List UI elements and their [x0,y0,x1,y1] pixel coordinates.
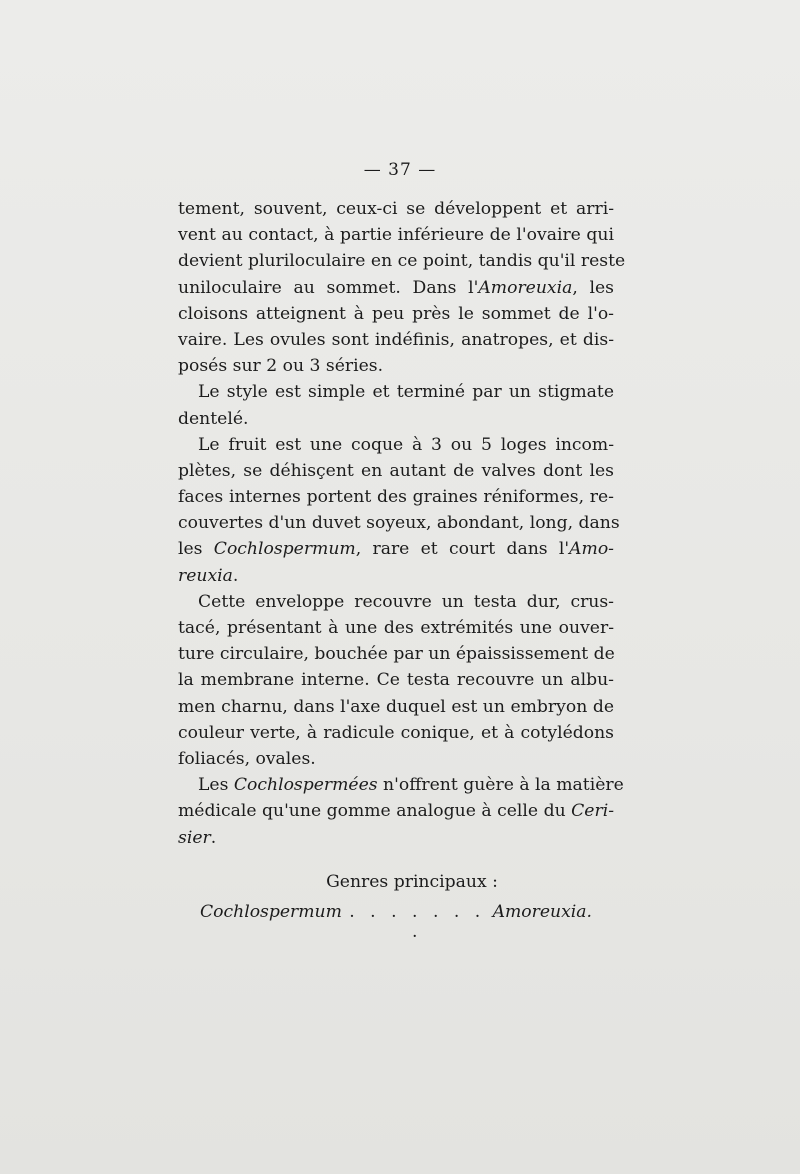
page-number: — 37 — [363,160,437,180]
text-line: Les Cochlospermées n'offrent guère à la matière [198,775,624,796]
genres-heading: Genres principaux : [326,872,498,892]
text-line: Le fruit est une coque à 3 ou 5 loges incom- [198,434,614,455]
text-line: vent au contact, à partie inférieure de l'ovaire qui [178,225,614,246]
text-line: posés sur 2 ou 3 séries. [178,356,384,377]
leader-dots: . . . . . . . . [349,902,486,942]
text-line: ture circulaire, bouchée par un épaississement de [178,644,615,665]
text-line: foliacés, ovales. [178,748,316,769]
genus-name: sier [178,827,211,848]
text-line: la membrane interne. Ce testa recouvre un albu- [178,670,614,691]
text-line: tement, souvent, ceux-ci se développent et arri- [178,199,614,219]
text-line: faces internes portent des graines réniformes, re- [178,487,614,508]
genres-list [200,902,592,942]
text-line: tacé, présentant à une des extrémités une ouver- [178,618,614,638]
text-line: dentelé. [178,408,249,429]
text-line: couleur verte, à radicule conique, et à cotylédons [178,722,614,743]
body-text [178,196,626,851]
text-line: médicale qu'une gomme analogue à celle du Ceri- [178,801,614,822]
text-line: couvertes d'un duvet soyeux, abondant, long, dans [178,513,620,534]
family-name: Cochlospermées [233,775,378,796]
text-line: uniloculaire au sommet. Dans l'Amoreuxia, les [178,277,615,298]
text-line: Cette enveloppe recouvre un testa dur, crus- [198,591,614,612]
genus-name: Cochlospermum [213,539,356,560]
genus-right: Amoreuxia. [492,902,592,922]
text-line: Le style est simple et terminé par un stigmate [198,382,614,403]
text-line: plètes, se déhisçent en autant de valves dont les [178,460,614,481]
genus-left: Cochlospermum [200,902,342,922]
text-line: men charnu, dans l'axe duquel est un embryon de [178,696,614,717]
text-line: les Cochlospermum, rare et court dans l'Amo- [178,539,614,560]
text-line: reuxia. [178,565,239,586]
genus-name: reuxia [178,565,233,586]
text-line: cloisons atteignent à peu près le sommet de l'o- [178,303,614,324]
genus-name: Ceri- [571,801,614,822]
genus-name: Amoreuxia [478,277,573,298]
text-line: sier. [178,827,217,848]
text-line: devient pluriloculaire en ce point, tandis qu'il reste [178,251,626,272]
genus-name: Amo- [569,539,614,560]
text-line: vaire. Les ovules sont indéfinis, anatropes, et dis- [178,329,614,350]
